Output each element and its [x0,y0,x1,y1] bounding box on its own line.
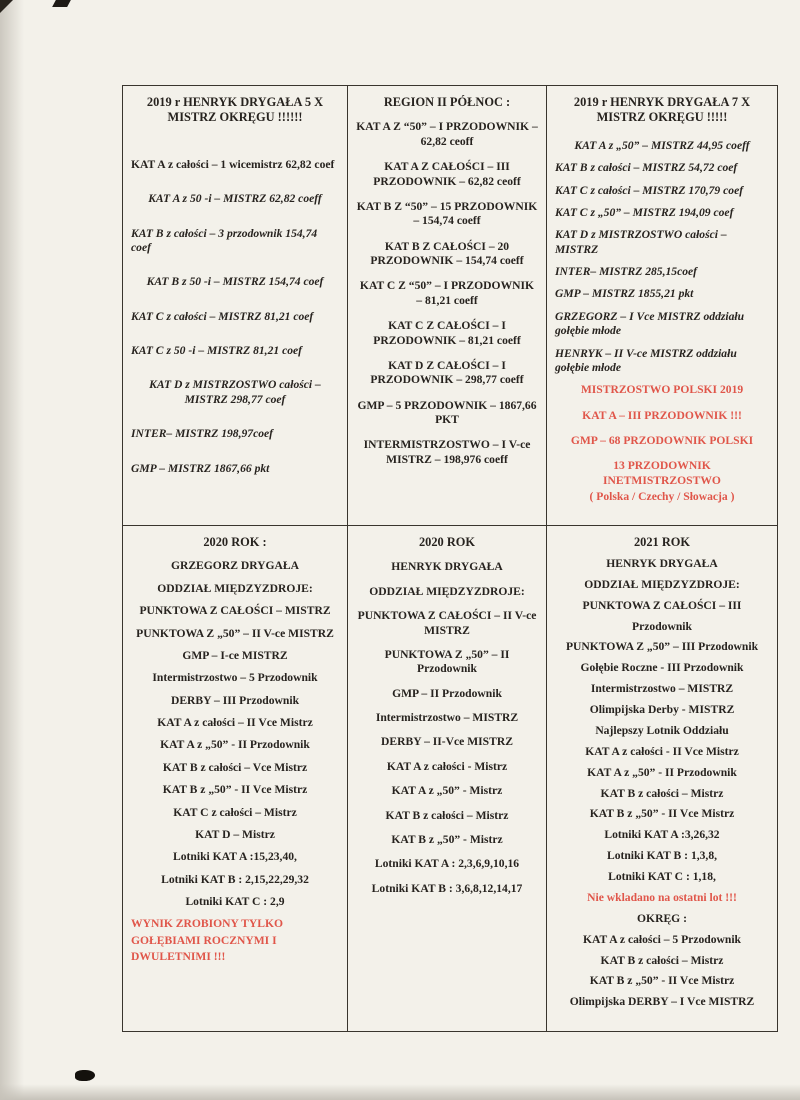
award-line: 2021 ROK [633,535,691,549]
award-line: KAT B z całości – Mistrz [600,786,724,800]
award-line: KAT B z „50” - Mistrz [391,832,503,846]
award-line: 2020 ROK [418,535,476,549]
award-line: GMP – MISTRZ 1867,66 pkt [131,461,270,475]
award-line: Lotniki KAT A : 2,3,6,9,10,16 [374,857,520,871]
award-line: DWULETNIMI !!! [131,950,226,964]
award-line: GMP – MISTRZ 1855,21 pkt [555,287,694,301]
award-line: INTERMISTRZOSTWO – I V-ce MISTRZ – 198,976 coeff [363,438,531,466]
award-line: PUNKTOWA Z „50” – II V-ce MISTRZ [136,626,334,640]
cell-2021-henryk-drygala [547,526,777,1031]
award-line: GRZEGORZ – I Vce MISTRZ oddziału gołębie młode [555,309,745,338]
award-line: DERBY – III Przodownik [170,693,300,707]
award-line: REGION II PÓŁNOC : [383,95,511,109]
award-line: KAT A z „50” - II Przodownik [160,738,310,752]
scan-shadow-bottom [0,1084,800,1100]
award-line: KAT C Z CAŁOŚCI – I PRZODOWNIK – 81,21 coeff [373,319,521,347]
cell-2019-henryk-5x-mistrz-okregu [123,86,348,526]
award-line: KAT A z 50 -i – MISTRZ 62,82 coeff [148,192,322,206]
award-line: Olimpijska DERBY – I Vce MISTRZ [569,995,755,1009]
award-line: KAT C z całości – Mistrz [173,805,297,819]
award-line: KAT C z całości – MISTRZ 170,79 coef [555,183,744,197]
award-line: Najlepszy Lotnik Oddziału [595,723,729,737]
award-line: INTER– MISTRZ 198,97coef [131,427,274,441]
award-line: Przodownik [632,619,692,633]
scan-artifact-corner [0,0,13,13]
awards-table [122,85,778,1032]
award-line: OKRĘG : [637,911,687,925]
award-line: Gołębie Roczne - III Przodownik [580,661,744,675]
award-line: KAT B z 50 -i – MISTRZ 154,74 coef [146,275,324,289]
award-line: GOŁĘBIAMI ROCZNYMI I [131,933,277,947]
award-line: KAT B z „50” - II Vce Mistrz [589,807,735,821]
award-line: WYNIK ZROBIONY TYLKO [131,917,284,931]
award-line: KAT C z 50 -i – MISTRZ 81,21 coef [131,344,303,357]
award-line: GMP – 5 PRZODOWNIK – 1867,66 PKT [357,398,537,426]
award-line: PUNKTOWA Z CAŁOŚCI – III [582,598,742,612]
award-line: KAT A Z CAŁOŚCI – III PRZODOWNIK – 62,82 ceoff [373,160,521,188]
award-line: GMP – I-ce MISTRZ [182,648,288,662]
award-line: 13 PRZODOWNIK INETMISTRZOSTWO [603,459,721,487]
cell-2020-grzegorz-drygala [123,526,348,1031]
award-line: Lotniki KAT A :15,23,40, [173,850,297,864]
award-line: Lotniki KAT B : 3,6,8,12,14,17 [371,881,523,895]
award-line: KAT A z „50” - Mistrz [391,784,503,798]
award-line: GMP – 68 PRZODOWNIK POLSKI [570,434,754,447]
award-line: KAT B z całości – Mistrz [385,808,509,822]
award-line: GRZEGORZ DRYGAŁA [170,559,300,573]
award-line: MISTRZOSTWO POLSKI 2019 [580,383,744,397]
award-line: Nie wkladano na ostatni lot !!! [587,890,737,904]
award-line: HENRYK DRYGAŁA [606,556,718,570]
award-line: KAT A – III PRZODOWNIK !!! [582,408,742,422]
award-line: KAT A z całości – 5 Przodownik [582,932,742,946]
award-line: KAT B z „50” - II Vce Mistrz [589,974,735,988]
cell-2019-henryk-7x-mistrz-okregu [547,86,777,526]
award-line: KAT B z całości – Vce Mistrz [162,760,308,774]
cell-2020-henryk-drygala [348,526,547,1031]
award-line: HENRYK – II V-ce MISTRZ oddziału gołębie młode [555,346,737,374]
award-line: 2019 r HENRYK DRYGAŁA 5 X MISTRZ OKRĘGU !!!!!! [146,95,324,125]
award-line: KAT B z „50” - II Vce Mistrz [162,783,308,797]
award-line: KAT D – Mistrz [195,827,275,841]
cell-region-ii-polnoc [348,86,547,526]
award-line: HENRYK DRYGAŁA [391,560,503,574]
award-line: Intermistrzostwo – MISTRZ [590,682,734,696]
award-line: 2020 ROK : [203,535,267,549]
award-line: PUNKTOWA Z CAŁOŚCI – MISTRZ [139,604,331,618]
award-line: GMP – II Przodownik [392,686,502,700]
award-line: KAT B z całości – 3 przodownik 154,74 coef [131,226,318,254]
award-line: Lotniki KAT A :3,26,32 [604,828,720,842]
award-line: KAT A z całości – 1 wicemistrz 62,82 coef [131,157,335,171]
award-line: KAT B z całości – MISTRZ 54,72 coef [555,161,738,175]
award-line: KAT C z całości – MISTRZ 81,21 coef [131,309,314,323]
award-line: Lotniki KAT B : 1,3,8, [606,849,718,863]
award-line: ODDZIAŁ MIĘDZYZDROJE: [584,577,740,591]
award-line: KAT A z całości - II Vce Mistrz [585,744,739,758]
award-line: ( Polska / Czechy / Słowacja ) [589,490,735,504]
award-line: DERBY – II-Vce MISTRZ [381,735,513,749]
award-line: PUNKTOWA Z CAŁOŚCI – II V-ce MISTRZ [357,609,537,637]
award-line: ODDZIAŁ MIĘDZYZDROJE: [157,581,313,595]
award-line: Intermistrzostwo – MISTRZ [375,711,519,724]
award-line: KAT D z MISTRZOSTWO całości – MISTRZ 298,77 coef [149,378,321,406]
award-line: KAT A z całości - Mistrz [386,759,508,773]
award-line: PUNKTOWA Z „50” – III Przodownik [565,640,759,654]
award-line: KAT A z „50” - II Przodownik [587,765,737,779]
award-line: KAT D Z CAŁOŚCI – I PRZODOWNIK – 298,77 coeff [370,358,524,387]
award-line: KAT B Z “50” – 15 PRZODOWNIK – 154,74 coeff [356,199,538,228]
award-line: INTER– MISTRZ 285,15coef [555,265,698,278]
award-line: PUNKTOWA Z „50” – II Przodownik [384,647,510,676]
award-line: Lotniki KAT C : 2,9 [185,895,285,908]
scan-artifact-bottom [75,1070,95,1081]
award-line: Intermistrzostwo – 5 Przodownik [152,671,318,685]
award-line: Lotniki KAT C : 1,18, [608,870,716,883]
award-line: 2019 r HENRYK DRYGAŁA 7 X MISTRZ OKRĘGU !!!!! [573,95,751,125]
award-line: ODDZIAŁ MIĘDZYZDROJE: [369,584,525,598]
award-line: KAT A z „50” – MISTRZ 44,95 coeff [574,138,750,152]
award-line: Olimpijska Derby - MISTRZ [589,703,735,716]
award-line: KAT A z całości – II Vce Mistrz [157,716,313,729]
award-line: KAT A Z “50” – I PRZODOWNIK – 62,82 ceoff [356,120,538,148]
award-line: Lotniki KAT B : 2,15,22,29,32 [161,872,309,886]
award-line: KAT B Z CAŁOŚCI – 20 PRZODOWNIK – 154,74 coeff [370,239,524,267]
award-line: KAT B z całości – Mistrz [600,953,724,967]
award-line: KAT C Z “50” – I PRZODOWNIK – 81,21 coeff [359,279,535,307]
scan-shadow-left [0,0,24,1100]
scan-artifact-top [52,0,71,7]
award-line: KAT C z „50” – MISTRZ 194,09 coef [555,205,734,219]
award-line: KAT D z MISTRZOSTWO całości – MISTRZ [555,228,727,256]
